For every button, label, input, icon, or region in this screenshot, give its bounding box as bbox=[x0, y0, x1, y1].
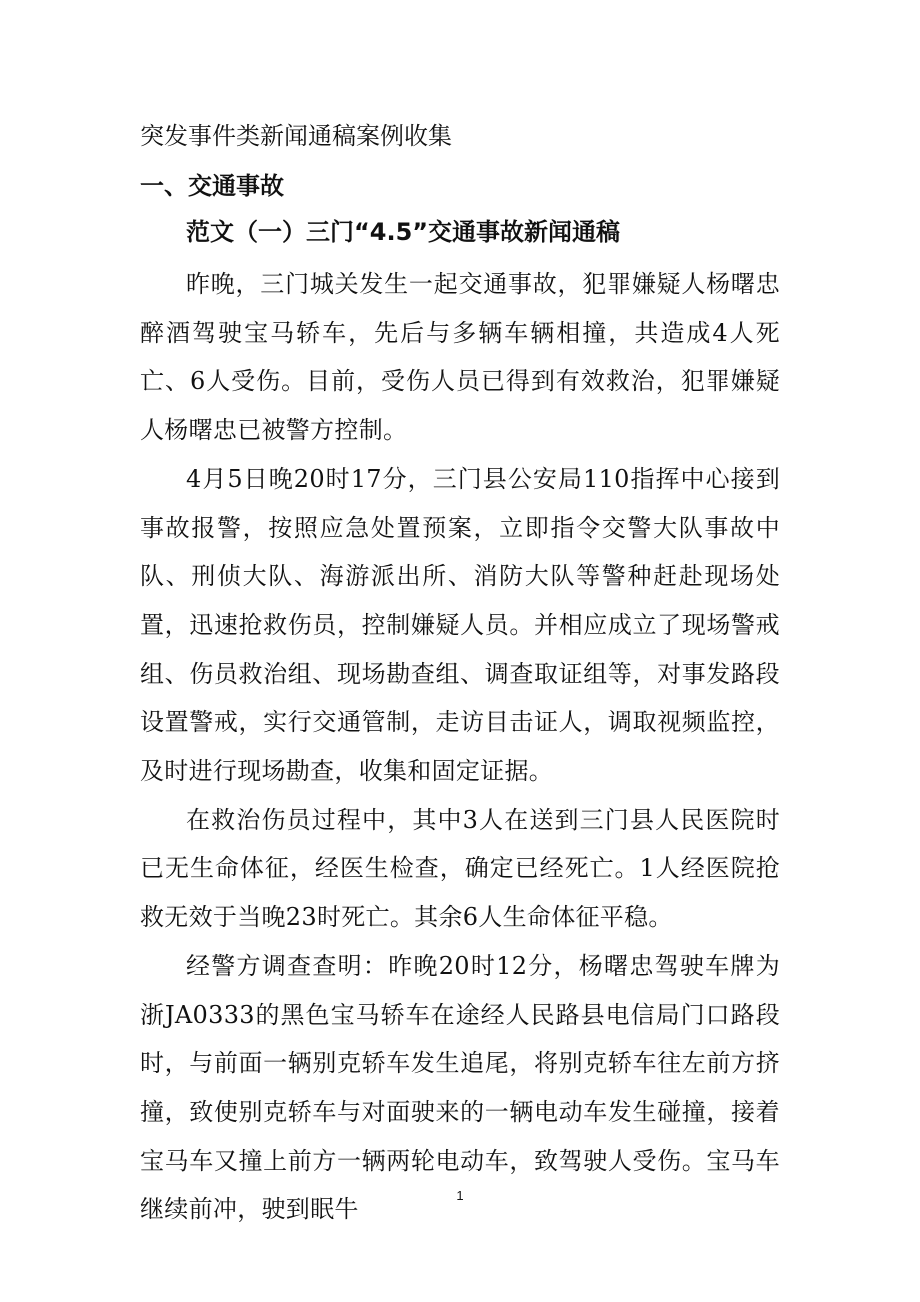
document-title: 突发事件类新闻通稿案例收集 bbox=[140, 122, 452, 150]
paragraph: 昨晚，三门城关发生一起交通事故，犯罪嫌疑人杨曙忠醉酒驾驶宝马轿车，先后与多辆车辆相撞，共造成4人死亡、6人受伤。目前，受伤人员已得到有效救治，犯罪嫌疑人杨曙忠已被警方控制。 bbox=[140, 270, 780, 445]
paragraph: 在救治伤员过程中，其中3人在送到三门县人民医院时已无生命体征，经医生检查，确定已经死亡。1人经医院抢救无效于当晚23时死亡。其余6人生命体征平稳。 bbox=[140, 805, 780, 932]
example-heading: 范文（一）三门“4.5”交通事故新闻通稿 bbox=[186, 218, 621, 246]
page-number: 1 bbox=[456, 1188, 464, 1203]
section-heading: 一、交通事故 bbox=[140, 172, 284, 200]
paragraph: 4月5日晚20时17分，三门县公安局110指挥中心接到事故报警，按照应急处置预案，立即指令交警大队事故中队、刑侦大队、海游派出所、消防大队等警种赶赴现场处置，迅速抢救伤员，控制嫌疑人员。并相应成立了现场警戒组、伤员救治组、现场勘查组、调查取证组等，对事发路段设置警戒，实行交通管制，走访目击证人，调取视频监控，及时进行现场勘查，收集和固定证据。 bbox=[140, 464, 780, 786]
article-body bbox=[140, 260, 780, 1234]
paragraph: 经警方调查查明：昨晚20时12分，杨曙忠驾驶车牌为浙JA0333的黑色宝马轿车在途经人民路县电信局门口路段时，与前面一辆别克轿车发生追尾，将别克轿车往左前方挤撞，致使别克轿车与对面驶来的一辆电动车发生碰撞，接着宝马车又撞上前方一辆两轮电动车，致驾驶人受伤。宝马车继续前冲，驶到眠牛 bbox=[140, 951, 780, 1224]
